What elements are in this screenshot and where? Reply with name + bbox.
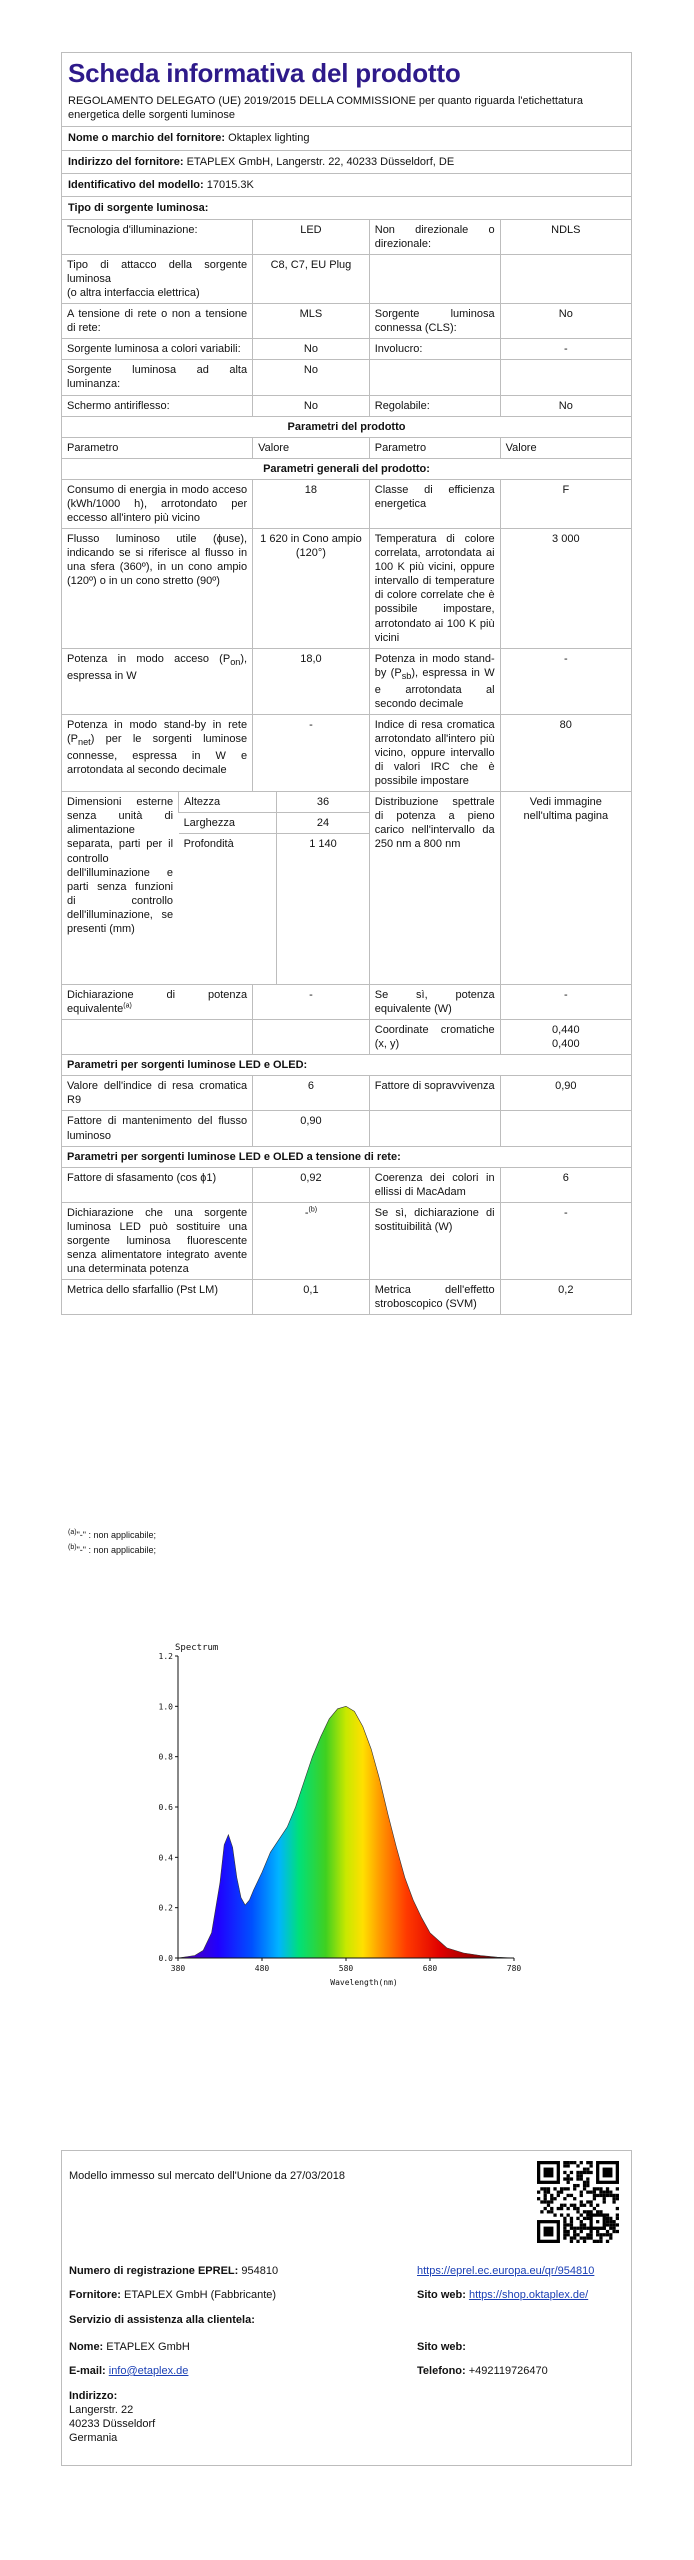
param-label: Fattore di sopravvivenza	[369, 1076, 500, 1111]
type-label-2: Regolabile:	[369, 395, 500, 416]
section-heading	[62, 1055, 631, 1076]
supplier-address-value: ETAPLEX GmbH, Langerstr. 22, 40233 Düsseldorf, DE	[186, 155, 455, 168]
type-row	[62, 219, 631, 254]
spectrum-chart	[150, 1640, 530, 1987]
param-label: Valore dell'indice di resa cromatica R9	[62, 1076, 253, 1111]
led-params-heading: Parametri per sorgenti luminose LED e OLED:	[62, 1055, 631, 1076]
type-label-1: Tecnologia d'illuminazione:	[62, 219, 253, 254]
dimension-name: Profondità	[179, 834, 277, 984]
dimensions-row	[62, 792, 631, 985]
service-heading: Servizio di assistenza alla clientela:	[69, 2314, 255, 2326]
param-value: 0,1	[253, 1280, 370, 1315]
param-value: 0,90	[253, 1111, 370, 1146]
col-header-param: Parametro	[62, 437, 253, 458]
param-value: -	[253, 714, 370, 791]
param-label: Temperatura di colore correlata, arrotondata ai 100 K più vicini, oppure intervallo di temperature di colore correlate che è possibile impostare, arrotondato ai 100 K più vicini	[369, 529, 500, 649]
type-value-2: NDLS	[500, 219, 631, 254]
type-label-1: Sorgente luminosa ad alta luminanza:	[62, 360, 253, 395]
type-row	[62, 339, 631, 360]
page-title: Scheda informativa del prodotto	[68, 58, 461, 88]
footer-info-box	[61, 2150, 632, 2466]
supplier-row	[69, 2288, 276, 2302]
spectrum-area	[178, 1706, 514, 1958]
param-label: Distribuzione spettrale di potenza a pieno carico nell'intervallo da 250 nm a 800 nm	[369, 792, 500, 985]
chart-xlabel: Wavelength(nm)	[330, 1978, 398, 1987]
col-header-param: Parametro	[369, 437, 500, 458]
type-value-1: No	[253, 339, 370, 360]
col-header-value: Valore	[253, 437, 370, 458]
email-label: E-mail:	[69, 2365, 106, 2377]
type-label-2: Sorgente luminosa connessa (CLS):	[369, 304, 500, 339]
column-header-row	[62, 437, 631, 458]
light-source-type-heading: Tipo di sorgente luminosa:	[62, 196, 631, 219]
type-label-2: Involucro:	[369, 339, 500, 360]
param-label: Metrica dello sfarfallio (Pst LM)	[62, 1280, 253, 1315]
param-label: Fattore di sfasamento (cos ɸ1)	[62, 1167, 253, 1202]
param-row	[62, 1202, 631, 1279]
param-value: 3 000	[500, 529, 631, 649]
eprel-link[interactable]: https://eprel.ec.europa.eu/qr/954810	[417, 2265, 595, 2277]
address-line: Germania	[69, 2432, 118, 2445]
param-value: 1 620 in Cono ampio (120°)	[253, 529, 370, 649]
website-link[interactable]: https://shop.oktaplex.de/	[468, 2289, 589, 2301]
param-value	[500, 1111, 631, 1146]
y-tick-label: 1.2	[158, 1652, 173, 1661]
phone-row	[417, 2364, 548, 2378]
qr-code-icon[interactable]	[537, 2161, 619, 2243]
param-value: 18	[253, 479, 370, 528]
param-value: 6	[500, 1167, 631, 1202]
model-id-label: Identificativo del modello:	[68, 178, 204, 191]
type-label-2	[369, 360, 500, 395]
param-label: Potenza in modo stand-by $(P_{sb})$, espressa in W e arrotondata al secondo decimale	[369, 648, 500, 714]
chart-title: Spectrum	[175, 1643, 219, 1653]
param-label: Flusso luminoso utile (ɸuse), indicando se si riferisce al flusso in una sfera (360º), in un cono ampio (120º) o in un cono stretto (90º)	[62, 529, 253, 649]
x-tick-label: 580	[338, 1964, 354, 1973]
phone-value: +492119726470	[468, 2365, 548, 2377]
param-label: Classe di efficienza energetica	[369, 479, 500, 528]
supplier-label: Fornitore:	[69, 2289, 121, 2301]
type-value-2: No	[500, 395, 631, 416]
param-value: -	[253, 984, 370, 1019]
param-label: Se sì, potenza equivalente (W)	[369, 984, 500, 1019]
footnote: $^{(a)}$"-" : non applicabile;	[68, 1529, 156, 1540]
x-tick-label: 480	[254, 1964, 270, 1973]
param-row	[62, 1076, 631, 1111]
website-row	[417, 2288, 588, 2302]
param-row	[62, 648, 631, 714]
param-row	[62, 1167, 631, 1202]
dimensions-cell	[62, 792, 369, 985]
type-value-2	[500, 360, 631, 395]
eprel-value: 954810	[241, 2265, 279, 2277]
footnotes	[68, 1528, 156, 1558]
param-row	[62, 1111, 631, 1146]
supplier-address-label: Indirizzo del fornitore:	[68, 155, 184, 168]
email-row	[69, 2364, 188, 2378]
dimension-value: 1 140	[277, 834, 369, 984]
address-line: Langerstr. 22	[69, 2404, 134, 2417]
param-value: F	[500, 479, 631, 528]
type-value-1: No	[253, 395, 370, 416]
type-row	[62, 395, 631, 416]
param-value: -	[500, 1202, 631, 1279]
supplier-name-value: Oktaplex lighting	[228, 132, 310, 145]
type-value-2: -	[500, 339, 631, 360]
eprel-row	[69, 2264, 278, 2278]
param-value: 0,440 0,400	[500, 1020, 631, 1055]
param-value: -$^{(b)}$	[253, 1202, 370, 1279]
product-params-heading: Parametri del prodotto	[62, 416, 631, 437]
param-value: -	[500, 984, 631, 1019]
model-id-row	[62, 173, 631, 196]
param-label: Metrica dell'effetto stroboscopico (SVM)	[369, 1280, 500, 1315]
dimensions-label: Dimensioni esterne senza unità di alimentazione separata, parti per il controllo dell'illuminazione e parti senza funzioni di controllo dell'illuminazione, se presenti (mm)	[67, 796, 174, 935]
type-row	[62, 254, 631, 303]
param-value: 18,0	[253, 648, 370, 714]
type-value-1: C8, C7, EU Plug	[253, 254, 370, 303]
type-value-2	[500, 254, 631, 303]
col-header-value: Valore	[500, 437, 631, 458]
dimension-name: Altezza	[179, 792, 277, 813]
phone-label: Telefono:	[417, 2365, 466, 2377]
param-label: Se sì, dichiarazione di sostituibilità (W)	[369, 1202, 500, 1279]
service-website-label: Sito web:	[417, 2341, 466, 2353]
dimensions-subtable	[62, 792, 369, 984]
type-label-1: Sorgente luminosa a colori variabili:	[62, 339, 253, 360]
param-row	[62, 479, 631, 528]
address-block	[69, 2389, 155, 2445]
param-label: Potenza in modo acceso $(P_{on})$, espressa in W	[62, 648, 253, 714]
section-heading	[62, 416, 631, 437]
service-name-value: ETAPLEX GmbH	[106, 2341, 190, 2353]
chart-plot	[159, 1652, 522, 1973]
market-date-text: Modello immesso sul mercato dell'Unione da 27/03/2018	[69, 2170, 346, 2182]
param-value: 80	[500, 714, 631, 791]
footnote: $^{(b)}$"-" : non applicabile;	[68, 1543, 156, 1555]
type-row	[62, 304, 631, 339]
param-value: 6	[253, 1076, 370, 1111]
y-tick-label: 0.0	[158, 1954, 173, 1963]
param-value: -	[500, 648, 631, 714]
mains-params-heading: Parametri per sorgenti luminose LED e OLED a tensione di rete:	[62, 1146, 631, 1167]
param-label: Fattore di mantenimento del flusso luminoso	[62, 1111, 253, 1146]
param-label: Potenza in modo stand-by in rete $(P_{net})$ per le sorgenti luminose connesse, espressa in W e arrotondata al secondo decimale	[62, 714, 253, 791]
supplier-value: ETAPLEX GmbH (Fabbricante)	[124, 2289, 277, 2301]
type-value-1: MLS	[253, 304, 370, 339]
regulation-subtitle: REGOLAMENTO DELEGATO (UE) 2019/2015 DELLA COMMISSIONE per quanto riguarda l'etichettatura energetica delle sorgenti luminose	[68, 95, 584, 122]
param-label: Consumo di energia in modo acceso (kWh/1000 h), arrotondato per eccesso all'intero più vicino	[62, 479, 253, 528]
supplier-name-label: Nome o marchio del fornitore:	[68, 132, 226, 145]
email-link[interactable]: info@etaplex.de	[108, 2365, 189, 2377]
param-row	[62, 984, 631, 1019]
service-name-label: Nome:	[69, 2341, 104, 2353]
dimension-value: 24	[277, 813, 369, 834]
light-source-type-table	[62, 219, 631, 1315]
type-row	[62, 360, 631, 395]
type-label-1: A tensione di rete o non a tensione di rete:	[62, 304, 253, 339]
general-params-heading: Parametri generali del prodotto:	[62, 458, 631, 479]
param-label: Coordinate cromatiche (x, y)	[369, 1020, 500, 1055]
param-label: Dichiarazione di potenza equivalente$^{(a)}$	[62, 984, 253, 1019]
y-tick-label: 0.2	[158, 1903, 173, 1913]
x-tick-label: 780	[506, 1964, 522, 1973]
param-label: Dichiarazione che una sorgente luminosa LED può sostituire una sorgente luminosa fluorescente senza alimentatore integrato avente una determinata potenza	[62, 1202, 253, 1279]
param-row	[62, 529, 631, 649]
website-label: Sito web:	[417, 2289, 466, 2301]
eprel-label: Numero di registrazione EPREL:	[69, 2265, 239, 2277]
param-row	[62, 1280, 631, 1315]
address-label: Indirizzo:	[69, 2390, 118, 2402]
x-tick-label: 380	[170, 1964, 186, 1973]
product-info-sheet	[61, 52, 632, 1315]
param-row	[62, 1020, 631, 1055]
type-label-2: Non direzionale o direzionale:	[369, 219, 500, 254]
y-tick-label: 0.4	[158, 1853, 173, 1863]
y-tick-label: 0.8	[158, 1752, 173, 1762]
y-tick-label: 1.0	[158, 1702, 173, 1712]
supplier-address-row	[62, 150, 631, 173]
param-value: 0,92	[253, 1167, 370, 1202]
param-value: Vedi immagine nell'ultima pagina	[500, 792, 631, 985]
type-value-2: No	[500, 304, 631, 339]
type-value-1: No	[253, 360, 370, 395]
address-line: 40233 Düsseldorf	[69, 2418, 156, 2431]
y-tick-label: 0.6	[158, 1803, 173, 1812]
param-label: Coerenza dei colori in ellissi di MacAdam	[369, 1167, 500, 1202]
param-value: 0,2	[500, 1280, 631, 1315]
supplier-name-row	[62, 126, 631, 149]
type-label-2	[369, 254, 500, 303]
section-heading	[62, 1146, 631, 1167]
section-heading	[62, 458, 631, 479]
param-row	[62, 714, 631, 791]
x-tick-label: 680	[422, 1964, 438, 1973]
param-label: Indice di resa cromatica arrotondato all'intero più vicino, oppure intervallo di valori IRC che è possibile impostare	[369, 714, 500, 791]
param-value: 0,90	[500, 1076, 631, 1111]
model-id-value: 17015.3K	[206, 178, 254, 191]
type-value-1: LED	[253, 219, 370, 254]
dimension-value: 36	[277, 792, 369, 813]
type-label-1: Schermo antiriflesso:	[62, 395, 253, 416]
param-label	[369, 1111, 500, 1146]
service-name-row	[69, 2340, 190, 2354]
type-label-1: Tipo di attacco della sorgente luminosa (o altra interfaccia elettrica)	[62, 254, 253, 303]
dimension-name: Larghezza	[179, 813, 277, 834]
